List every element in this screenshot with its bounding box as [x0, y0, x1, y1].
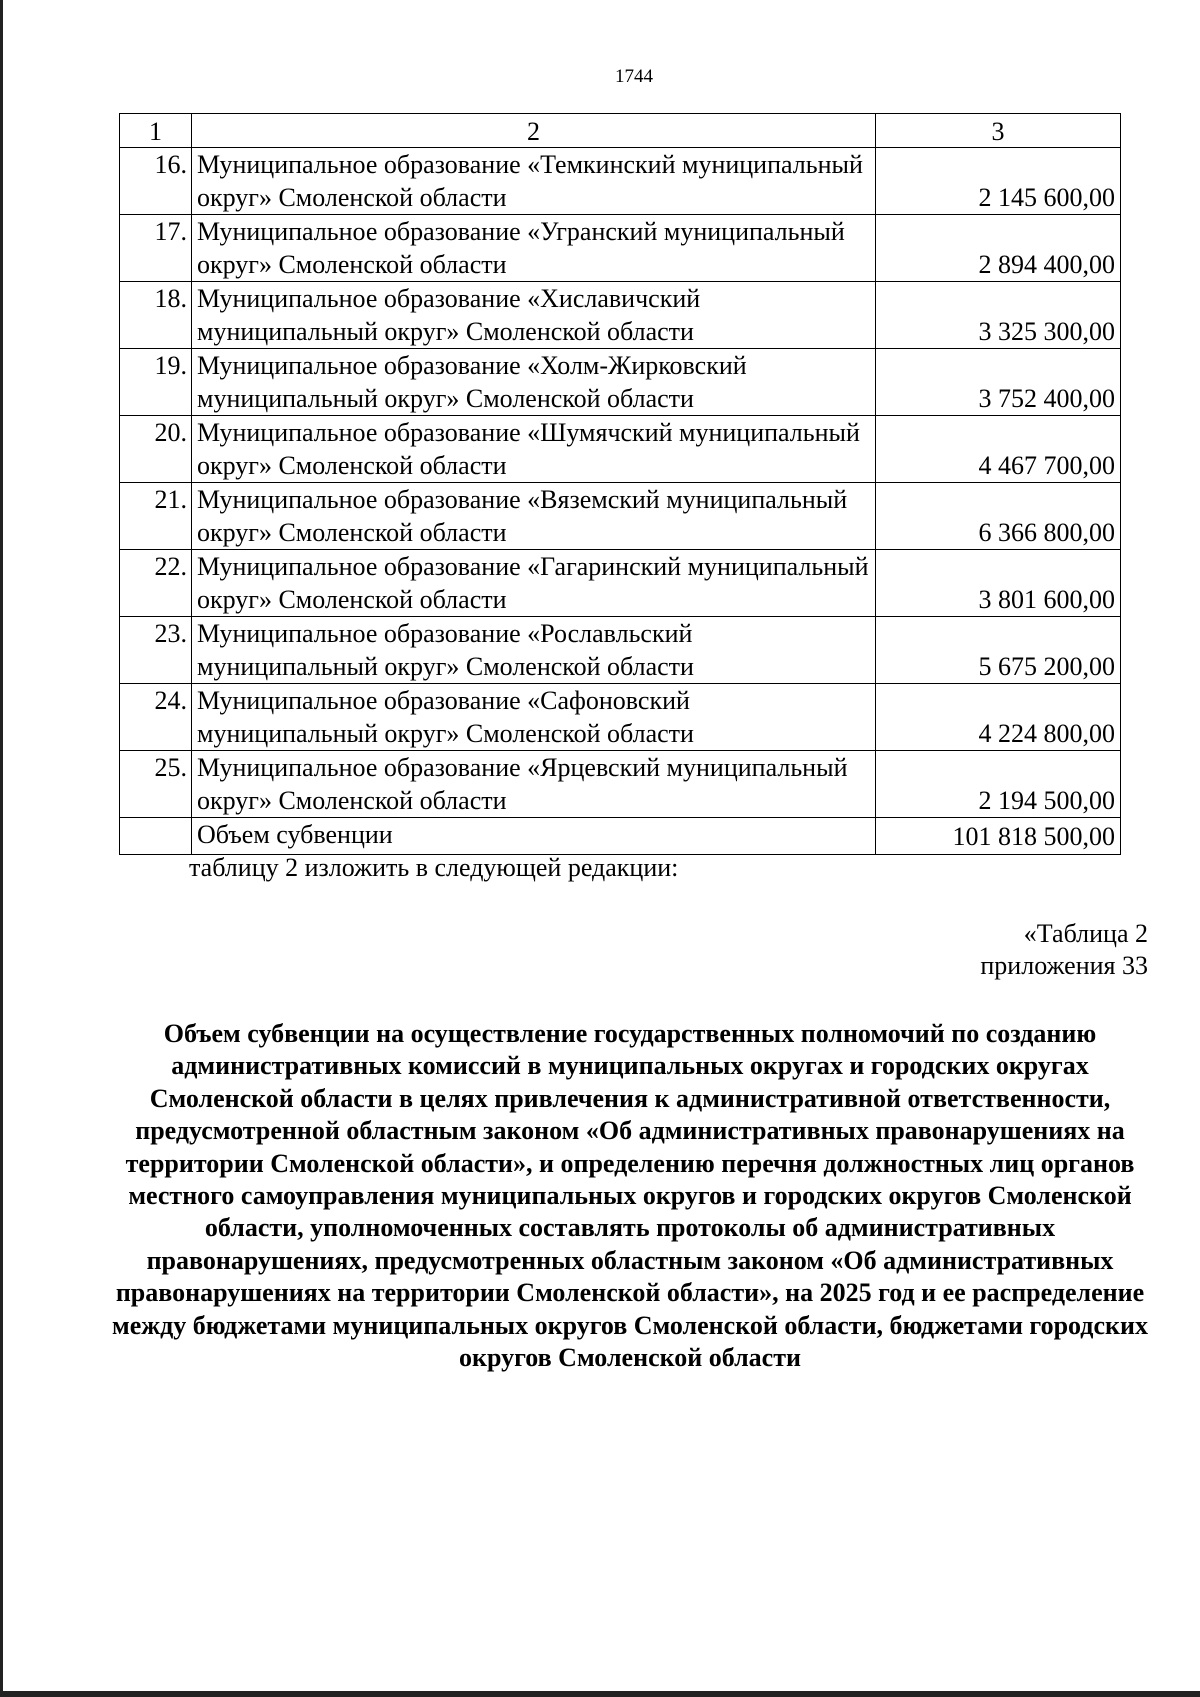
table-row — [120, 550, 1121, 617]
row-name: Муниципальное образование «Вяземский муниципальный округ» Смоленской области — [192, 483, 876, 550]
row-name: Муниципальное образование «Ярцевский муниципальный округ» Смоленской области — [192, 751, 876, 818]
column-header-2: 2 — [192, 114, 876, 148]
row-value: 3 801 600,00 — [876, 550, 1121, 617]
scan-bottom-edge — [0, 1691, 1200, 1697]
table-caption-line1: «Таблица 2 — [1023, 919, 1148, 948]
table-row — [120, 684, 1121, 751]
table-row — [120, 148, 1121, 215]
row-number: 23. — [120, 617, 192, 684]
row-number: 20. — [120, 416, 192, 483]
row-name: Муниципальное образование «Холм-Жирковский муниципальный округ» Смоленской области — [192, 349, 876, 416]
row-number: 25. — [120, 751, 192, 818]
scan-left-edge — [0, 0, 3, 1697]
total-label: Объем субвенции — [192, 818, 876, 855]
row-value: 3 752 400,00 — [876, 349, 1121, 416]
row-name: Муниципальное образование «Шумячский муниципальный округ» Смоленской области — [192, 416, 876, 483]
table-row — [120, 349, 1121, 416]
row-value: 4 467 700,00 — [876, 416, 1121, 483]
row-number: 17. — [120, 215, 192, 282]
column-header-1: 1 — [120, 114, 192, 148]
table-row — [120, 751, 1121, 818]
row-value: 4 224 800,00 — [876, 684, 1121, 751]
table-caption-line2: приложения 33 — [980, 951, 1148, 980]
instruction-text: таблицу 2 изложить в следующей редакции: — [189, 853, 679, 882]
row-value: 2 194 500,00 — [876, 751, 1121, 818]
table-header-row — [120, 114, 1121, 148]
row-value: 6 366 800,00 — [876, 483, 1121, 550]
table-row — [120, 617, 1121, 684]
row-value: 2 894 400,00 — [876, 215, 1121, 282]
page-number: 1744 — [615, 66, 653, 87]
table-total-row — [120, 818, 1121, 855]
row-name: Муниципальное образование «Сафоновский муниципальный округ» Смоленской области — [192, 684, 876, 751]
row-name: Муниципальное образование «Темкинский муниципальный округ» Смоленской области — [192, 148, 876, 215]
table-row — [120, 215, 1121, 282]
row-name: Муниципальное образование «Рославльский муниципальный округ» Смоленской области — [192, 617, 876, 684]
total-number-cell — [120, 818, 192, 855]
table-row — [120, 282, 1121, 349]
row-number: 21. — [120, 483, 192, 550]
document-heading: Объем субвенции на осуществление государственных полномочий по созданию административных комиссий в муниципальных округах и городских округах Смоленской области в целях привлечения к административной ответственности, предусмотренной областным законом «Об административных правонарушениях на территории Смоленской области», и определению перечня должностных лиц органов местного самоуправления муниципальных округов и городских округов Смоленской области, уполномоченных составлять протоколы об административных правонарушениях, предусмотренных областным законом «Об административных правонарушениях на территории Смоленской области», на 2025 год и ее распределение между бюджетами муниципальных округов Смоленской области, бюджетами городских округов Смоленской области — [112, 1019, 1148, 1373]
row-name: Муниципальное образование «Хиславичский муниципальный округ» Смоленской области — [192, 282, 876, 349]
table-row — [120, 416, 1121, 483]
row-name: Муниципальное образование «Угранский муниципальный округ» Смоленской области — [192, 215, 876, 282]
row-number: 16. — [120, 148, 192, 215]
table-caption — [980, 918, 1148, 982]
row-value: 2 145 600,00 — [876, 148, 1121, 215]
total-value: 101 818 500,00 — [876, 818, 1121, 855]
table-row — [120, 483, 1121, 550]
row-number: 19. — [120, 349, 192, 416]
table-body — [120, 114, 1121, 855]
row-value: 3 325 300,00 — [876, 282, 1121, 349]
row-number: 18. — [120, 282, 192, 349]
row-number: 22. — [120, 550, 192, 617]
subvention-table — [119, 113, 1121, 855]
column-header-3: 3 — [876, 114, 1121, 148]
row-number: 24. — [120, 684, 192, 751]
row-value: 5 675 200,00 — [876, 617, 1121, 684]
row-name: Муниципальное образование «Гагаринский муниципальный округ» Смоленской области — [192, 550, 876, 617]
